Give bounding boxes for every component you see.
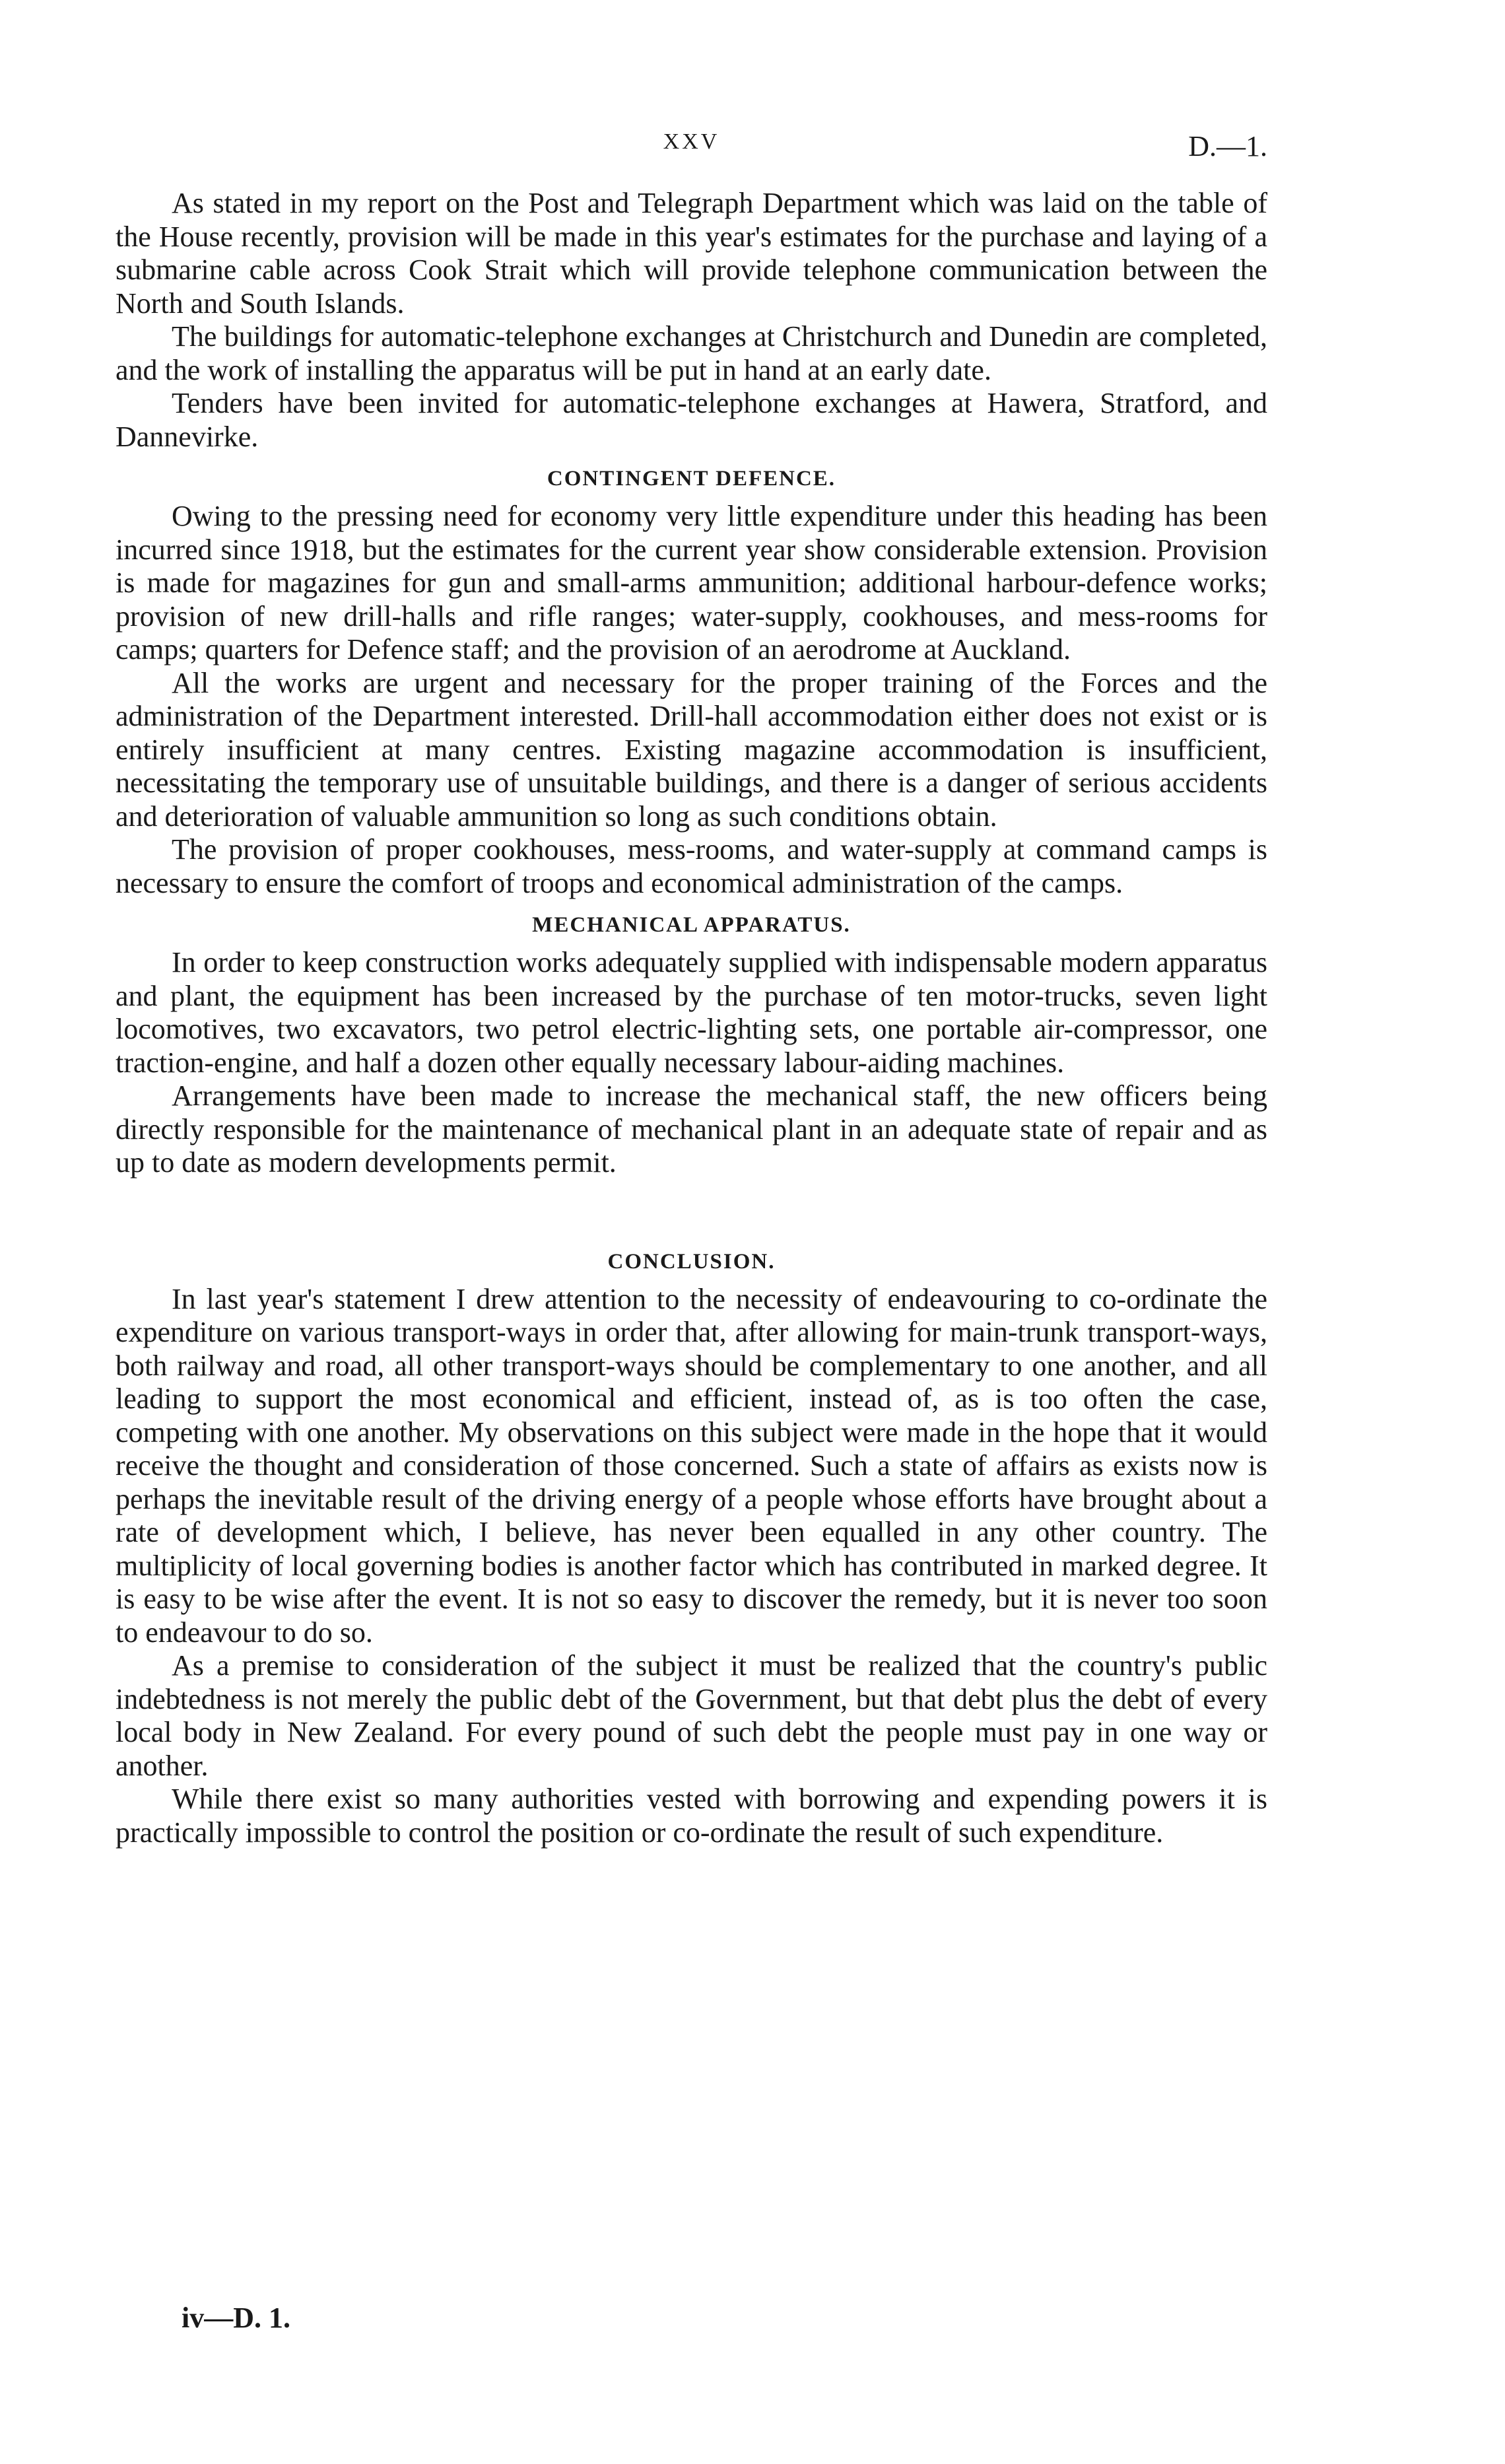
paragraph-mechanical-staff: Arrangements have been made to increase the mechanical staff, the new officers being directly responsible for the maintenance of mechanical plant in an adequate state of repair and as up to date as modern developments permit. [116, 1079, 1267, 1179]
paragraph-equipment: In order to keep construction works adequately supplied with indispensable modern apparatus and plant, the equipment has been increased by the purchase of ten motor-trucks, seven light locomotives, two excavators, two petrol electric-lighting sets, one portable air-compressor, one traction-engine, and half a dozen other equally necessary labour-aiding machines. [116, 946, 1267, 1079]
section-heading-conclusion: CONCLUSION. [607, 1249, 776, 1274]
paragraph-tenders: Tenders have been invited for automatic-telephone exchanges at Hawera, Stratford, and Dannevirke. [116, 387, 1267, 453]
paragraph-cable: As stated in my report on the Post and Telegraph Department which was laid on the table of the House recently, provision will be made in this year's estimates for the purchase and laying of a submarine cable across Cook Strait which will provide telephone communication between the North and South Islands. [116, 187, 1267, 320]
sheet-signature: iv—D. 1. [182, 2302, 290, 2334]
paragraph-defence-works: All the works are urgent and necessary for the proper training of the Forces and the administration of the Department interested. Drill-hall accommodation either does not exist or is entirely insufficient at many centres. Existing magazine accommodation is insufficient, necessitating the temporary use of unsuitable buildings, and there is a danger of serious accidents and deterioration of valuable ammunition so long as such conditions obtain. [116, 666, 1267, 833]
page-number: XXV [663, 129, 720, 154]
paragraph-defence-economy: Owing to the pressing need for economy very little expenditure under this heading has been incurred since 1918, but the estimates for the current year show considerable extension. Provision is made for magazines for gun and small-arms ammunition; additional harbour-defence works; provision of new drill-halls and rifle ranges; water-supply, cookhouses, and mess-rooms for camps; quarters for Defence staff; and the provision of an aerodrome at Auckland. [116, 500, 1267, 666]
paragraph-defence-camps: The provision of proper cookhouses, mess-rooms, and water-supply at command camps is necessary to ensure the comfort of troops and economical administration of the camps. [116, 833, 1267, 899]
paragraph-exchanges: The buildings for automatic-telephone exchanges at Christchurch and Dunedin are completed, and the work of installing the apparatus will be put in hand at an early date. [116, 320, 1267, 386]
section-heading-mechanical-apparatus: MECHANICAL APPARATUS. [532, 913, 851, 937]
page-header [116, 129, 1267, 169]
paragraph-coordination: In last year's statement I drew attention to the necessity of endeavouring to co-ordinate the expenditure on various transport-ways in order that, after allowing for main-trunk transport-ways, both railway and road, all other transport-ways should be complementary to one another, and all leading to support the most economical and efficient, instead of, as is too often the case, competing with one another. My observations on this subject were made in the hope that it would receive the thought and consideration of those concerned. Such a state of affairs as exists now is perhaps the inevitable result of the driving energy of a people whose efforts have brought about a rate of development which, I believe, has never been equalled in any other country. The multiplicity of local governing bodies is another factor which has contributed in marked degree. It is easy to be wise after the event. It is not so easy to discover the remedy, but it is never too soon to endeavour to do so. [116, 1282, 1267, 1649]
document-body [116, 187, 1267, 1849]
section-heading-contingent-defence: CONTINGENT DEFENCE. [547, 467, 836, 491]
document-reference: D.—1. [1188, 130, 1267, 162]
paragraph-authorities: While there exist so many authorities vested with borrowing and expending powers it is practically impossible to control the position or co-ordinate the result of such expenditure. [116, 1783, 1267, 1849]
paragraph-indebtedness: As a premise to consideration of the subject it must be realized that the country's public indebtedness is not merely the public debt of the Government, but that debt plus the debt of every local body in New Zealand. For every pound of such debt the people must pay in one way or another. [116, 1649, 1267, 1782]
